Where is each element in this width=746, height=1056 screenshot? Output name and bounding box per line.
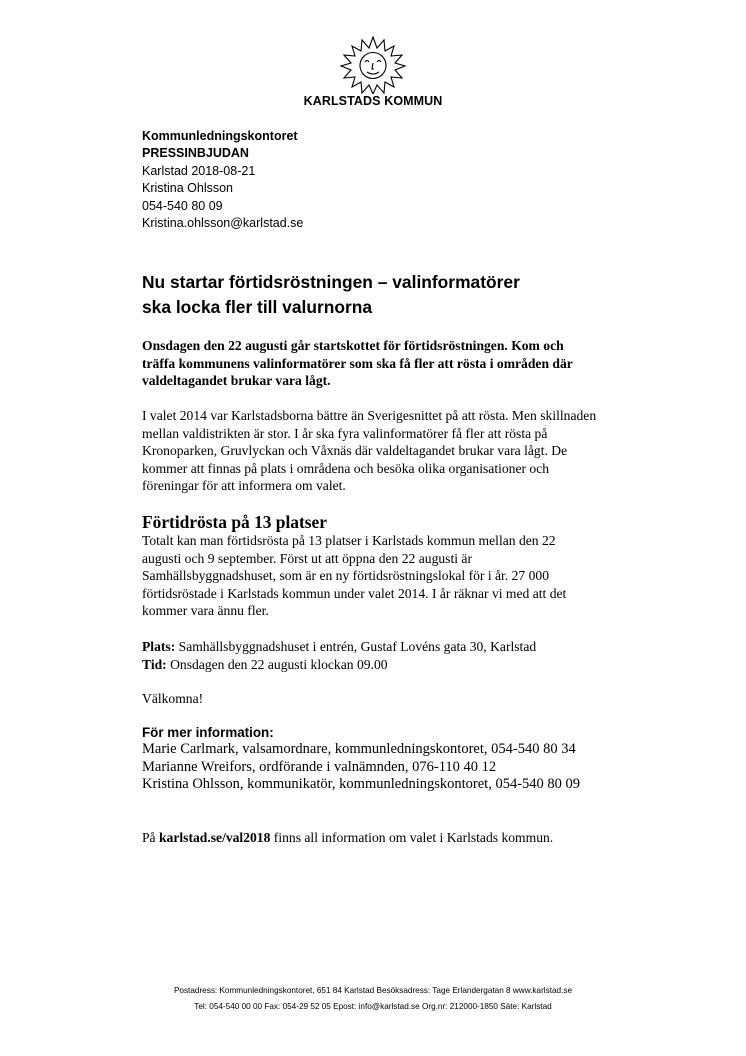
event-place	[142, 638, 536, 656]
body-line: kommer vara ännu fler.	[142, 603, 269, 619]
time-label: Tid:	[142, 656, 167, 672]
place-value: Samhällsbyggnadshuset i entrén, Gustaf Lovéns gata 30, Karlstad	[175, 639, 537, 654]
footer-contact: Tel: 054-540 00 00 Fax: 054-29 52 05 Epost: info@karlstad.se Org.nr: 212000-1850 Säte: Karlstad	[194, 1001, 552, 1011]
headline	[142, 270, 612, 319]
body-line: I valet 2014 var Karlstadsborna bättre än Sverigesnittet på att rösta. Men skillnaden	[142, 408, 597, 423]
document-type: PRESSINBJUDAN	[142, 146, 249, 161]
event-details	[142, 638, 536, 673]
logo-wordmark: KARLSTADS KOMMUN	[303, 94, 443, 108]
contact-email: Kristina.ohlsson@karlstad.se	[142, 216, 304, 231]
lead-line: valdeltagandet brukar vara lågt.	[142, 373, 331, 389]
web-suffix: finns all information om valet i Karlstads kommun.	[270, 830, 554, 845]
body-line: Samhällsbyggnadshuset, som är en ny förtidsröstningslokal för i år. 27 000	[142, 568, 550, 584]
lead-line: träffa kommunens valinformatörer som ska få fler att rösta i områden där	[142, 355, 573, 371]
page-footer	[60, 983, 686, 1014]
body-paragraph	[142, 407, 612, 495]
contact-name: Kristina Ohlsson	[142, 181, 234, 196]
department: Kommunledningskontoret	[142, 129, 298, 143]
place-date: Karlstad 2018-08-21	[142, 163, 256, 178]
place-label: Plats:	[142, 639, 176, 654]
contact-item: Kristina Ohlsson, kommunikatör, kommunledningskontoret, 054-540 80 09	[142, 776, 581, 792]
headline-line: ska locka fler till valurnorna	[142, 296, 373, 317]
more-info-heading: För mer information:	[142, 725, 274, 740]
lead-line: Onsdagen den 22 augusti går startskottet för förtidsröstningen. Kom och	[142, 338, 564, 353]
body-line: mellan valdistrikten är stor. I år ska fyra valinformatörer få fler att rösta på	[142, 425, 548, 441]
body-line: Kronoparken, Gruvlyckan och Våxnäs där valdeltagandet brukar vara lågt. De	[142, 443, 568, 459]
contact-list	[142, 741, 580, 794]
event-time	[142, 656, 536, 674]
body-line: augusti och 9 september. Först ut att öppna den 22 augusti är	[142, 550, 472, 566]
web-info	[142, 829, 553, 847]
subheading: Förtidrösta på 13 platser	[142, 512, 327, 532]
headline-line: Nu startar förtidsröstningen – valinformatörer	[142, 272, 520, 292]
body-line: föreningar för att informera om valet.	[142, 478, 346, 494]
body-line: förtidsröstade i Karlstads kommun under valet 2014. I år räknar vi med att det	[142, 585, 567, 601]
body-line: Totalt kan man förtidsrösta på 13 platser i Karlstads kommun mellan den 22	[142, 533, 556, 548]
body-paragraph	[142, 532, 592, 620]
footer-address: Postadress: Kommunledningskontoret, 651 84 Karlstad Besöksadress: Tage Erlandergatan 8 www.karlstad.se	[173, 986, 573, 995]
sender-block	[142, 128, 303, 232]
karlstad-sun-logo-icon	[331, 36, 415, 94]
web-link[interactable]: karlstad.se/val2018	[159, 830, 271, 845]
lead-paragraph	[142, 337, 602, 390]
time-value: Onsdagen den 22 augusti klockan 09.00	[166, 656, 388, 672]
contact-item: Marianne Wreifors, ordförande i valnämnden, 076-110 40 12	[142, 758, 497, 775]
contact-phone: 054-540 80 09	[142, 198, 223, 213]
web-prefix: På	[142, 830, 159, 845]
body-line: kommer att finnas på plats i områdena och besöka olika organisationer och	[142, 460, 550, 476]
welcome-text: Välkomna!	[142, 691, 204, 706]
contact-item: Marie Carlmark, valsamordnare, kommunledningskontoret, 054-540 80 34	[142, 741, 576, 757]
